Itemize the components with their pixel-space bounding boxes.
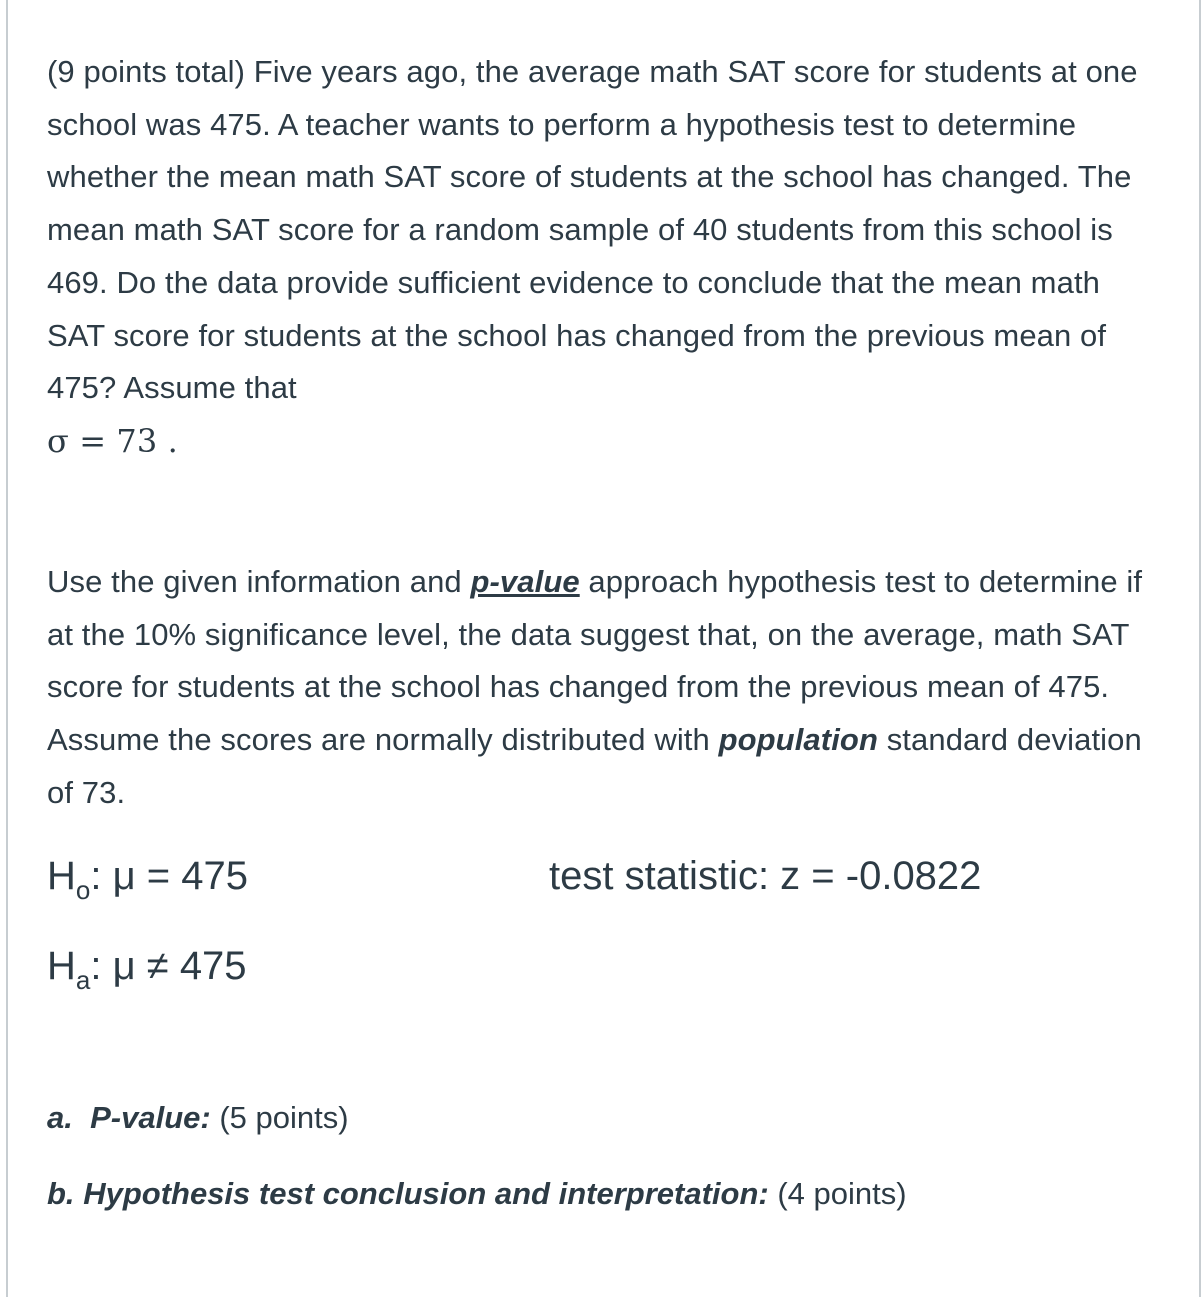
problem-statement: [47, 46, 1162, 469]
question-a-label: P-value:: [90, 1100, 211, 1135]
sigma-value: σ = 73 .: [47, 421, 178, 460]
question-b-label: Hypothesis test conclusion and interpretation:: [83, 1176, 769, 1211]
ha-letter: H: [47, 944, 76, 988]
p-value-link[interactable]: p-value: [470, 564, 580, 599]
h0-letter: H: [47, 854, 76, 898]
question-b-letter: b.: [47, 1176, 75, 1211]
question-b-points: (4 points): [777, 1176, 907, 1211]
h0-expression: : μ = 475: [90, 854, 248, 898]
question-a-points: (5 points): [219, 1100, 349, 1135]
ha-expression: : μ ≠ 475: [90, 944, 247, 988]
question-a: [47, 1098, 349, 1138]
instructions-part1: Use the given information and: [47, 564, 471, 599]
question-b: [47, 1174, 907, 1214]
population-emphasis: population: [718, 722, 878, 758]
instructions-part2: approach hypothesis test to determine if at the 10% significance level, the data suggest that, on the average, math SAT score for students at the school has changed from the previous mean of 475. Assume the scores are normally distributed with: [47, 564, 1143, 758]
test-statistic: test statistic: z = -0.0822: [549, 854, 982, 898]
instructions: [47, 556, 1162, 820]
problem-intro: (9 points total) Five years ago, the average math SAT score for students at one school was 475. A teacher wants to perform a hypothesis test to determine whether the mean math SAT score of students at the school has changed. The mean math SAT score for a random sample of 40 students from this school is 469. Do the data provide sufficient evidence to conclude that the mean math SAT score for students at the school has changed from the previous mean of 475? Assume that: [47, 54, 1138, 406]
instructions-part3: standard deviation of 73.: [47, 722, 1142, 810]
h0-subscript: o: [75, 875, 91, 905]
ha-subscript: a: [75, 965, 91, 995]
null-hypothesis: [47, 852, 248, 905]
alternative-hypothesis: [47, 942, 247, 995]
question-a-letter: a.: [47, 1100, 73, 1135]
